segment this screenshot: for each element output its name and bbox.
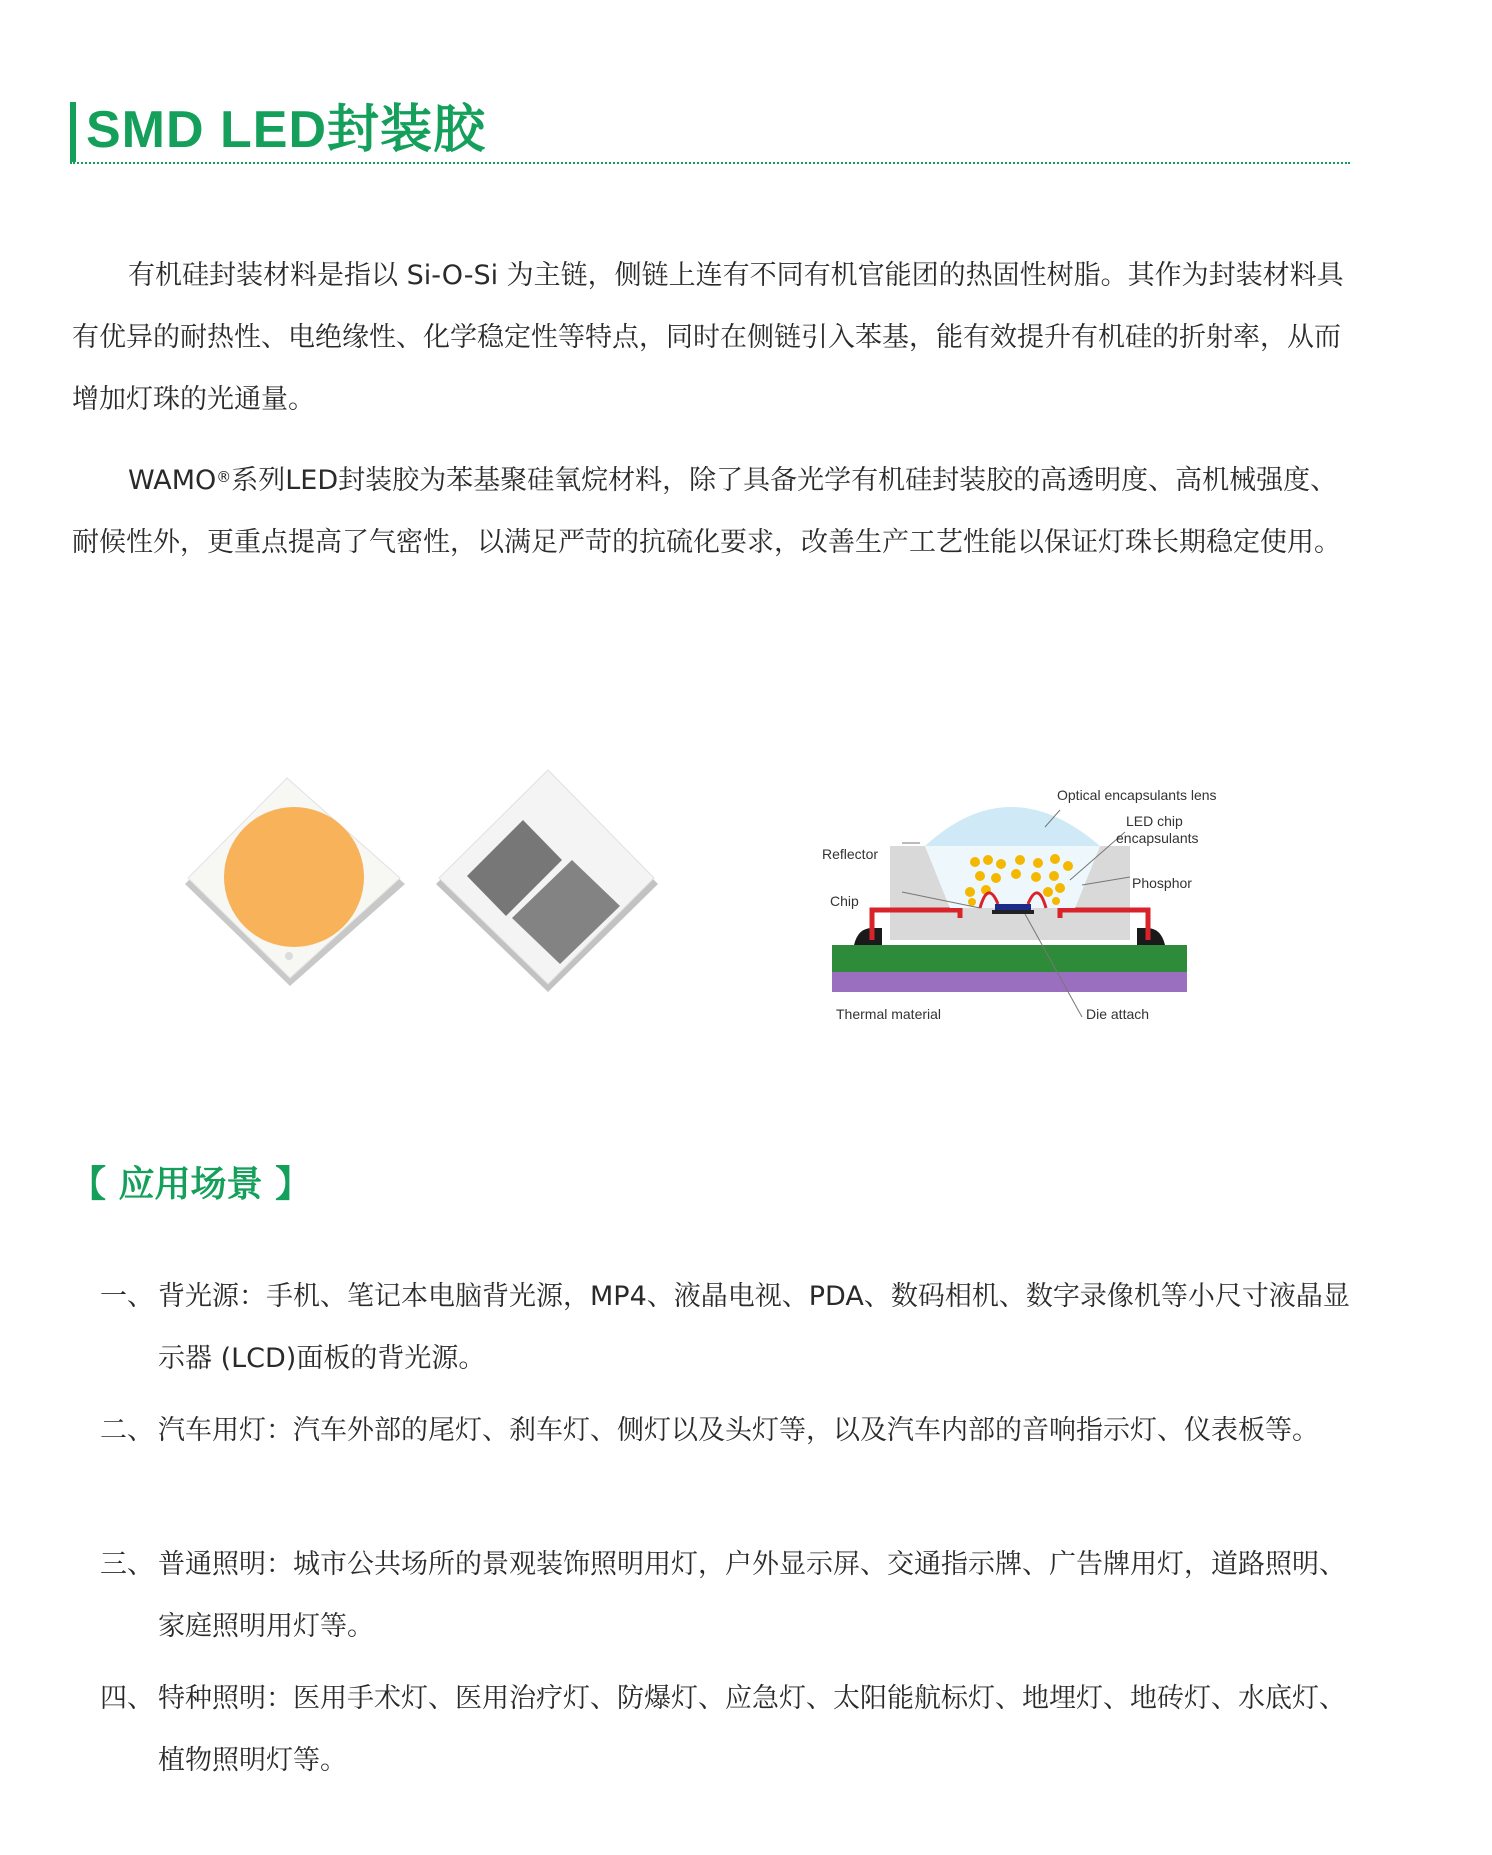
application-text: 特种照明：医用手术灯、医用治疗灯、防爆灯、应急灯、太阳能航标灯、地埋灯、地砖灯、水底灯、植物照明灯等。 <box>158 1683 1346 1776</box>
label-die-attach: Die attach <box>1086 1006 1150 1022</box>
led-product-images <box>180 768 670 998</box>
page-title: SMD LED封装胶 <box>86 101 487 159</box>
registered-mark: ® <box>216 468 232 486</box>
label-reflector: Reflector <box>822 846 879 862</box>
led-chip <box>995 904 1031 910</box>
label-thermal-material: Thermal material <box>836 1006 942 1022</box>
intro-paragraph-2 <box>72 450 1352 574</box>
application-text: 普通照明：城市公共场所的景观装饰照明用灯，户外显示屏、交通指示牌、广告牌用灯，道路照明、家庭照明用灯等。 <box>158 1549 1346 1642</box>
led-structure-diagram <box>820 780 1220 1030</box>
application-item <box>100 1266 1360 1390</box>
application-item <box>100 1400 1360 1462</box>
title-divider <box>70 162 1350 164</box>
application-text: 背光源：手机、笔记本电脑背光源，MP4、液晶电视、PDA、数码相机、数字录像机等小尺寸液晶显示器 (LCD)面板的背光源。 <box>158 1281 1350 1374</box>
label-chip-encapsulant-1: LED chip <box>1126 813 1183 829</box>
label-chip-encapsulant-2: encapsulants <box>1116 830 1199 846</box>
application-number: 四、 <box>100 1683 154 1714</box>
led-front-image <box>185 778 405 986</box>
application-number: 一、 <box>100 1281 154 1312</box>
application-text: 汽车用灯：汽车外部的尾灯、刹车灯、侧灯以及头灯等，以及汽车内部的音响指示灯、仪表板等。 <box>158 1415 1319 1446</box>
intro-text-1: 有机硅封装材料是指以 Si-O-Si 为主链，侧链上连有不同有机官能团的热固性树脂。其作为封装材料具有优异的耐热性、电绝缘性、化学稳定性等特点，同时在侧链引入苯基，能有效提升有机硅的折射率，从而增加灯珠的光通量。 <box>72 260 1344 415</box>
page-header <box>70 98 1350 162</box>
intro-text-2: 系列LED封装胶为苯基聚硅氧烷材料，除了具备光学有机硅封装胶的高透明度、高机械强度、耐候性外，更重点提高了气密性，以满足严苛的抗硫化要求，改善生产工艺性能以保证灯珠长期稳定使用。 <box>72 465 1341 558</box>
brand-name: WAMO <box>128 465 217 496</box>
application-item <box>100 1668 1360 1792</box>
label-chip: Chip <box>830 893 859 909</box>
pcb-layer <box>832 945 1187 972</box>
lens-dome <box>925 807 1100 846</box>
applications-heading: 【 应用场景 】 <box>70 1164 312 1205</box>
label-phosphor: Phosphor <box>1132 875 1192 891</box>
title-accent-bar <box>70 102 76 162</box>
intro-paragraph-1 <box>72 245 1352 431</box>
thermal-layer <box>832 972 1187 992</box>
application-number: 三、 <box>100 1549 154 1580</box>
application-number: 二、 <box>100 1415 154 1446</box>
application-item <box>100 1534 1360 1658</box>
label-lens: Optical encapsulants lens <box>1057 787 1217 803</box>
led-back-image <box>436 770 658 992</box>
